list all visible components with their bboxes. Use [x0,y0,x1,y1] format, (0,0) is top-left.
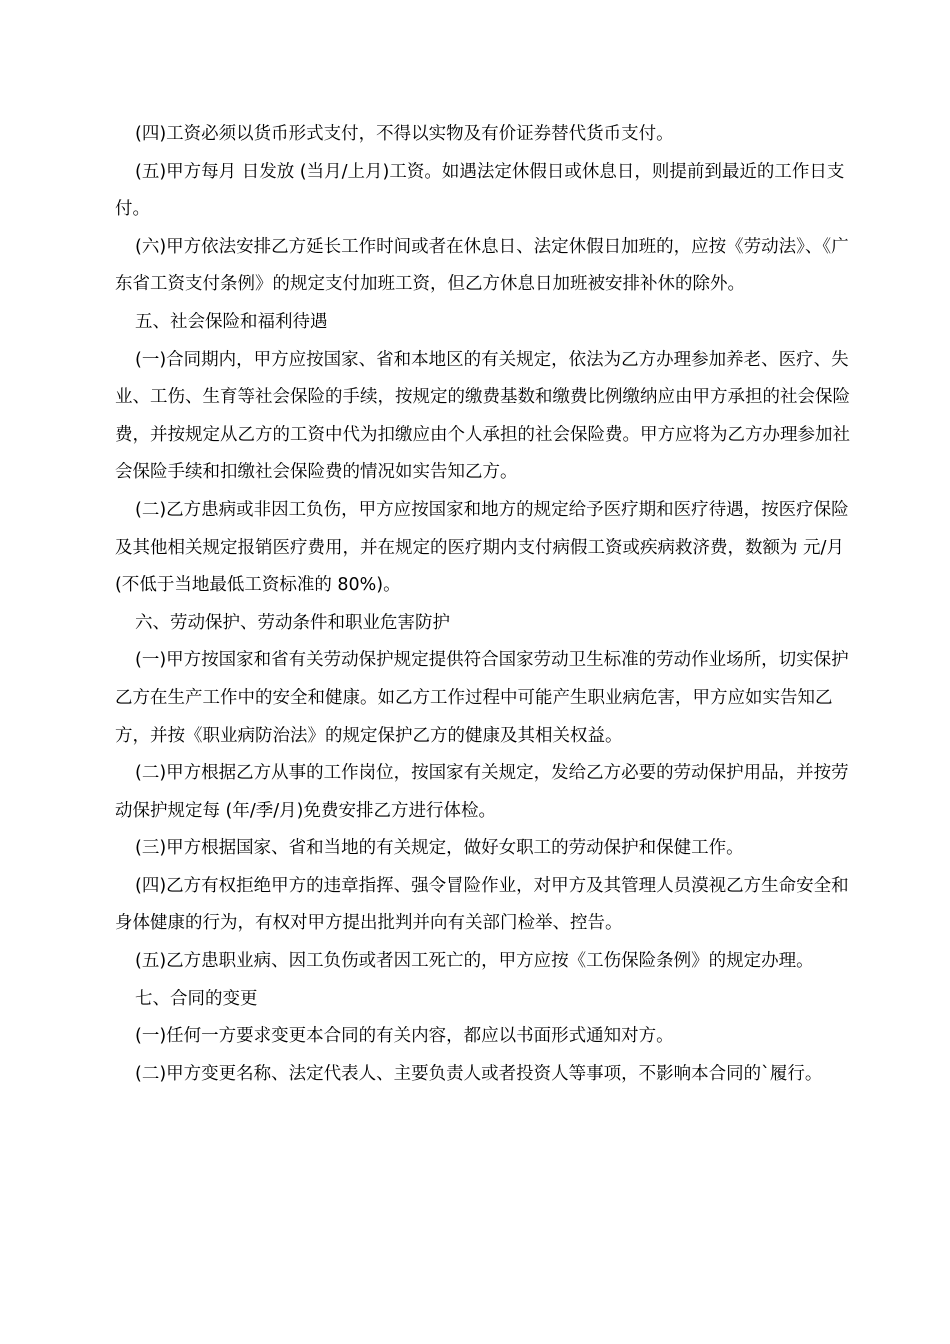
section-heading-5: 五、社会保险和福利待遇 [135,311,328,332]
clause-6-3: (三)甲方根据国家、省和当地的有关规定，做好女职工的劳动保护和保健工作。 [135,838,744,859]
clause-5-2: (二)乙方患病或非因工负伤，甲方应按国家和地方的规定给予医疗期和医疗待遇，按医疗保险及其他相关规定报销医疗费用，并在规定的医疗期内支付病假工资或疾病救济费，数额为 元/月(不低于当地最低工资标准的 80%)。 [115,499,849,596]
clause-6-2: (二)甲方根据乙方从事的工作岗位，按国家有关规定，发给乙方必要的劳动保护用品，并按劳动保护规定每 (年/季/月)免费安排乙方进行体检。 [115,763,849,821]
section-heading-7: 七、合同的变更 [135,988,258,1009]
section-heading-6: 六、劳动保护、劳动条件和职业危害防护 [135,612,450,633]
clause-5-1: (一)合同期内，甲方应按国家、省和本地区的有关规定，依法为乙方办理参加养老、医疗、失业、工伤、生育等社会保险的手续，按规定的缴费基数和缴费比例缴纳应由甲方承担的社会保险费，并按规定从乙方的工资中代为扣缴应由个人承担的社会保险费。甲方应将为乙方办理参加社会保险手续和扣缴社会保险费的情况如实告知乙方。 [115,349,850,483]
clause-6-5: (五)乙方患职业病、因工负伤或者因工死亡的，甲方应按《工伤保险条例》的规定办理。 [135,951,814,972]
clause-4-5: (五)甲方每月 日发放 (当月/上月)工资。如遇法定休假日或休息日，则提前到最近的工作日支付。 [115,161,845,220]
document-body [115,116,850,1093]
clause-6-4: (四)乙方有权拒绝甲方的违章指挥、强令冒险作业，对甲方及其管理人员漠视乙方生命安全和身体健康的行为，有权对甲方提出批判并向有关部门检举、控告。 [115,875,849,934]
clause-7-1: (一)任何一方要求变更本合同的有关内容，都应以书面形式通知对方。 [135,1026,674,1047]
clause-4-4: (四)工资必须以货币形式支付，不得以实物及有价证券替代货币支付。 [135,124,674,144]
clause-4-6: (六)甲方依法安排乙方延长工作时间或者在休息日、法定休假日加班的，应按《劳动法》、《广东省工资支付条例》的规定支付加班工资，但乙方休息日加班被安排补休的除外。 [115,236,849,295]
clause-7-2: (二)甲方变更名称、法定代表人、主要负责人或者投资人等事项，不影响本合同的`履行。 [135,1063,823,1084]
clause-6-1: (一)甲方按国家和省有关劳动保护规定提供符合国家劳动卫生标准的劳动作业场所，切实保护乙方在生产工作中的安全和健康。如乙方工作过程中可能产生职业病危害，甲方应如实告知乙方，并按《职业病防治法》的规定保护乙方的健康及其相关权益。 [115,650,849,746]
